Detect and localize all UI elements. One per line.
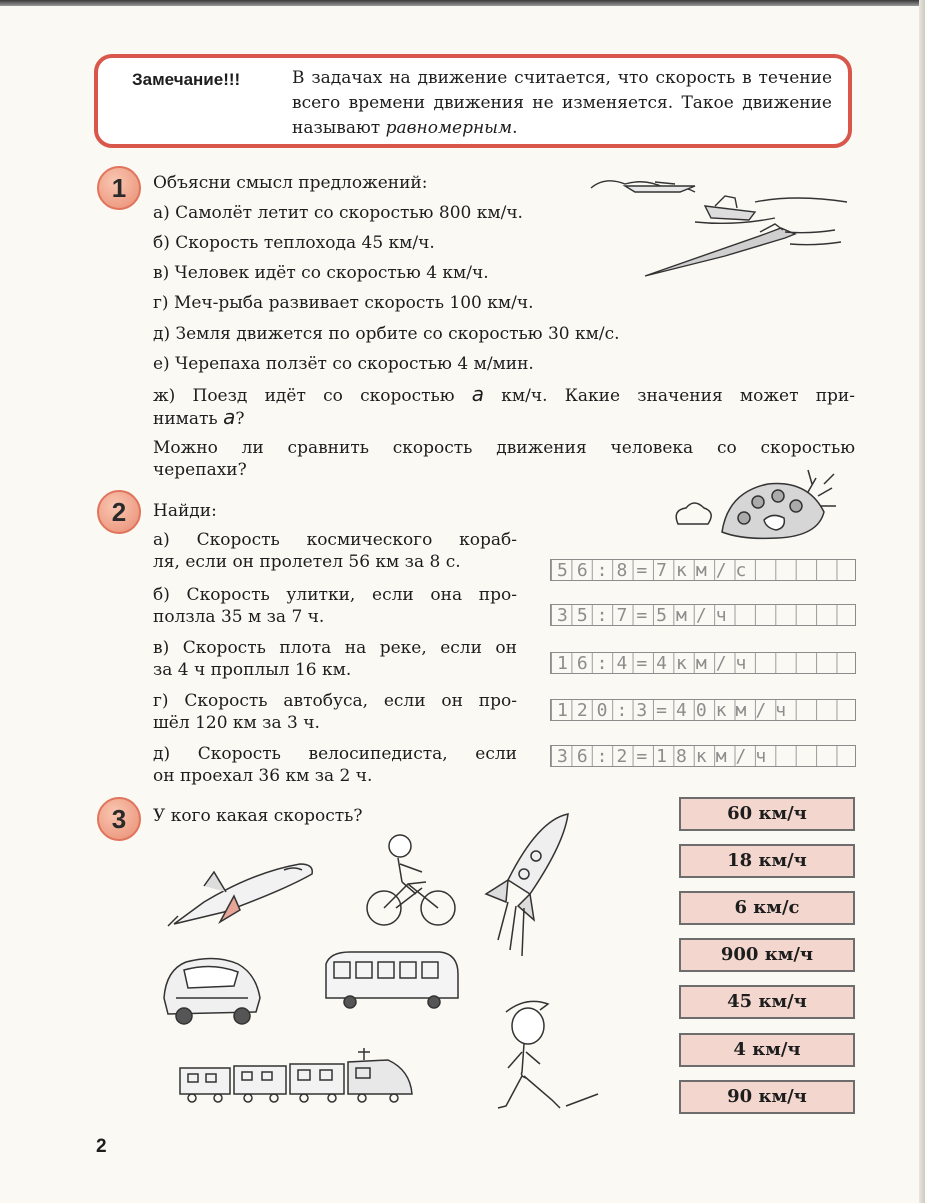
task2-item-a-line1: а) Скорость космического кораб- [153,530,517,550]
answer-grid[interactable] [550,604,856,626]
page-top-edge [0,0,925,6]
note-text: В задачах на движение считается, что скорость в течение всего времени движения не изменяется. Такое движение называют равномерным. [292,68,832,138]
task1-item-b: б) Скорость теплохода 45 км/ч. [153,233,435,253]
speed-card[interactable]: 45 км/ч [679,985,855,1019]
task2-item-b-line1: б) Скорость улитки, если она про- [153,585,517,605]
task1-title: Объясни смысл предложений: [153,173,428,193]
task1-item-d: д) Земля движется по орбите со скоростью 30 км/с. [153,324,620,344]
speed-card[interactable]: 900 км/ч [679,938,855,972]
task1-item-v: в) Человек идёт со скоростью 4 км/ч. [153,263,489,283]
note-title: Замечание!!! [132,70,241,89]
handwritten-answer: 36:2=18км/ч [557,746,776,767]
cyclist-picture[interactable] [362,832,462,928]
plane-ship-swordfish-illustration [585,172,855,280]
speed-card[interactable]: 4 км/ч [679,1033,855,1067]
airplane-picture[interactable] [164,852,320,928]
task2-item-g-line2: шёл 120 км за 3 ч. [153,713,320,733]
answer-grid[interactable] [550,699,856,721]
task2-item-a-line2: ля, если он пролетел 56 км за 8 с. [153,552,461,572]
handwritten-answer: 35:7=5м/ч [557,605,736,626]
task1-item-a: а) Самолёт летит со скоростью 800 км/ч. [153,203,523,223]
task2-item-d-line2: он проехал 36 км за 2 ч. [153,766,373,786]
task1-question-line1: Можно ли сравнить скорость движения человека со скоростью [153,438,855,458]
task2-title: Найди: [153,501,217,521]
note-box [94,54,852,148]
task1-item-zh-line2: нимать a? [153,405,245,429]
handwritten-answer: 120:3=40км/ч [557,700,796,721]
speed-card[interactable]: 18 км/ч [679,844,855,878]
task3-title: У кого какая скорость? [153,806,363,826]
train-picture[interactable] [178,1046,414,1104]
page-right-edge [919,0,925,1203]
task2-item-v-line1: в) Скорость плота на реке, если он [153,638,517,658]
speed-card[interactable]: 6 км/с [679,891,855,925]
task2-item-g-line1: г) Скорость автобуса, если он про- [153,691,517,711]
car-picture[interactable] [156,950,268,1026]
task2-item-v-line2: за 4 ч проплыл 16 км. [153,660,352,680]
walking-person-picture[interactable] [496,996,608,1120]
task1-question-line2: черепахи? [153,460,247,480]
task1-item-e: е) Черепаха ползёт со скоростью 4 м/мин. [153,354,534,374]
task2-item-b-line2: ползла 35 м за 7 ч. [153,607,325,627]
answer-grid[interactable] [550,745,856,767]
handwritten-answer: 56:8=7км/с [557,560,756,581]
page-number: 2 [96,1136,107,1157]
task-number-3: 3 [97,797,141,841]
rocket-picture[interactable] [478,810,574,960]
answer-grid[interactable] [550,652,856,674]
task-number-1: 1 [97,166,141,210]
turtle-illustration [668,462,854,546]
task1-item-g: г) Меч-рыба развивает скорость 100 км/ч. [153,293,534,313]
task-number-2: 2 [97,490,141,534]
bus-picture[interactable] [320,948,466,1010]
handwritten-answer: 16:4=4км/ч [557,653,756,674]
answer-grid[interactable] [550,559,856,581]
speed-card[interactable]: 60 км/ч [679,797,855,831]
speed-card[interactable]: 90 км/ч [679,1080,855,1114]
task1-item-zh-line1: ж) Поезд идёт со скоростью a км/ч. Какие значения может при- [153,382,855,406]
task2-item-d-line1: д) Скорость велосипедиста, если [153,744,517,764]
